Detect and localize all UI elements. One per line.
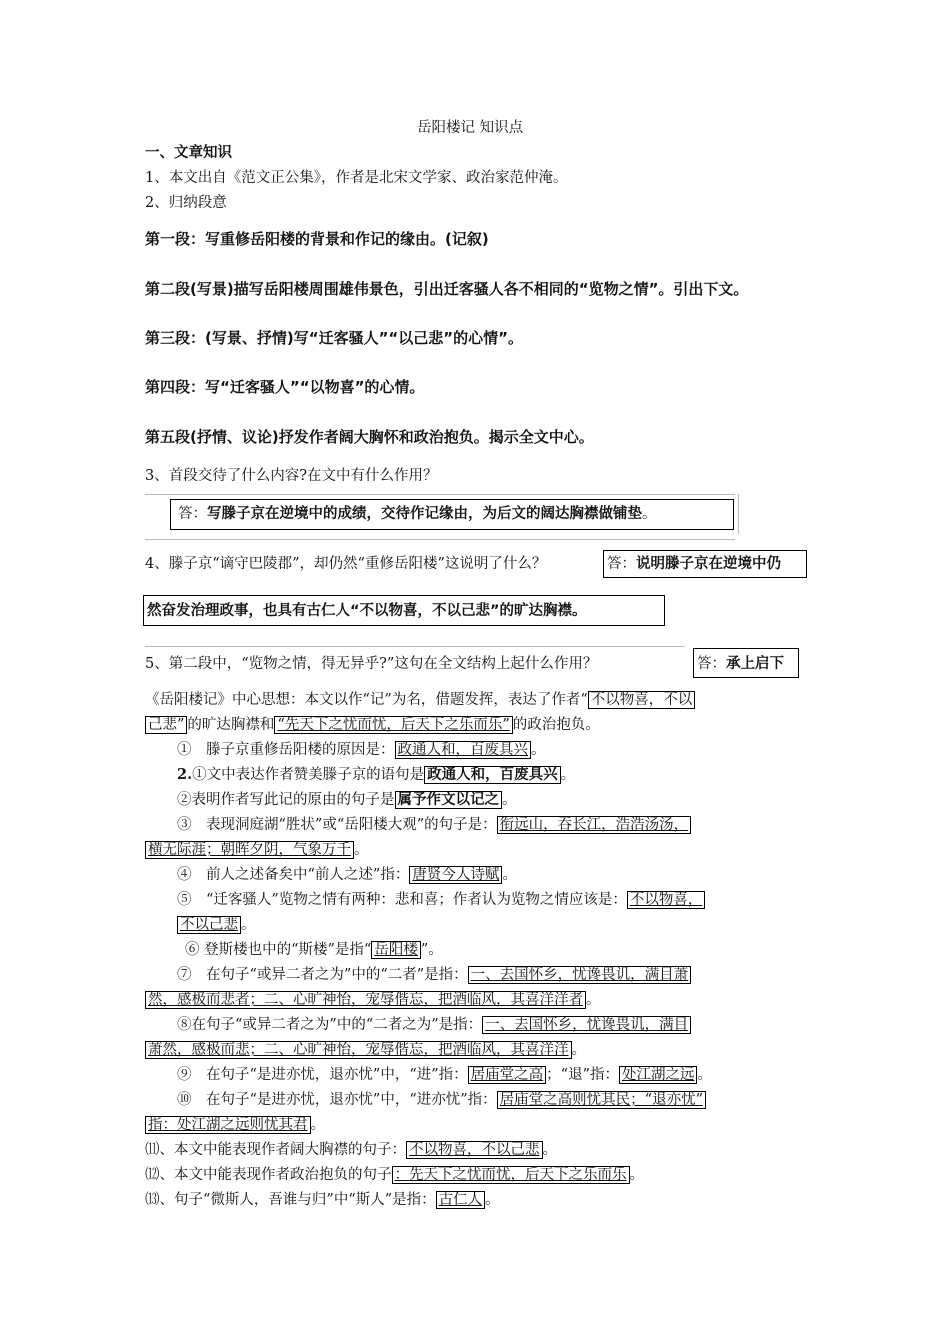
divider <box>145 494 735 495</box>
sub-item-11 <box>177 1090 706 1110</box>
sub-item-answer: 横无际涯；朝晖夕阴，气象万千 <box>145 841 354 859</box>
item-1: 1、本文出自《范文正公集》，作者是北宋文学家、政治家范仲淹。 <box>145 170 568 186</box>
sub-item-answer: 处江湖之远 <box>619 1066 698 1084</box>
sub-item-text: ；“退”指： <box>546 1067 619 1083</box>
central-idea-text: 的旷达胸襟和 <box>187 717 275 733</box>
central-idea-text: 的政治抱负。 <box>512 717 600 733</box>
sub-item-text: ⑦ 在句子“或异二者之为”中的“二者”是指： <box>177 967 468 983</box>
sub-item-text: ⑾、本文中能表现作者阔大胸襟的句子： <box>145 1142 406 1158</box>
sub-item-answer: 古仁人 <box>436 1191 486 1209</box>
sub-item-answer: 不以物喜，不以己悲 <box>406 1141 543 1159</box>
question-3: 3、首段交待了什么内容?在文中有什么作用？ <box>145 468 438 484</box>
sub-item-11-cont <box>145 1115 325 1135</box>
sub-item-text: 。 <box>241 917 256 933</box>
sub-item-9-cont <box>145 1040 586 1060</box>
item-2: 2、归纳段意 <box>145 195 227 211</box>
sub-item-text: 。 <box>502 867 517 883</box>
sub-item-3 <box>177 790 517 810</box>
sub-item-6 <box>177 890 705 910</box>
sub-item-answer: 一、去国怀乡，忧谗畏讥，满目 <box>482 1016 691 1034</box>
answer-5 <box>697 654 784 674</box>
paragraph-5-summary: 第五段(抒情、议论)抒发作者阔大胸怀和政治抱负。揭示全文中心。 <box>145 428 594 446</box>
sub-item-14 <box>145 1190 500 1210</box>
sub-item-answer: 不以己悲 <box>177 916 241 934</box>
sub-item-7 <box>185 940 443 960</box>
sub-item-text: 。 <box>571 1042 586 1058</box>
sub-item-text: 。 <box>531 742 546 758</box>
answer-4-line-2: 然奋发治理政事，也具有古仁人“不以物喜，不以己悲”的旷达胸襟。 <box>147 603 587 619</box>
sub-item-text: ⑿、本文中能表现作者政治抱负的句子 <box>145 1167 392 1183</box>
sub-item-answer: 居庙堂之高则忧其民；“退亦忧” <box>497 1091 706 1109</box>
paragraph-1-summary: 第一段：写重修岳阳楼的背景和作记的缘由。(记叙) <box>145 230 489 248</box>
question-4: 4、滕子京“谪守巴陵郡”，却仍然“重修岳阳楼”这说明了什么？ <box>145 556 547 572</box>
sub-item-text: ⑧在句子“或异二者之为”中的“二者之为”是指： <box>177 1017 483 1033</box>
sub-item-answer: ：先天下之忧而忧，后天下之乐而乐 <box>392 1166 630 1184</box>
divider <box>145 646 685 647</box>
central-idea-text: 《岳阳楼记》中心思想：本文以作“记”为名，借题发挥，表达了作者“ <box>145 692 588 708</box>
sub-item-answer: 岳阳楼 <box>371 941 421 959</box>
sub-item-text: 。 <box>542 1142 557 1158</box>
answer-3 <box>178 504 657 524</box>
central-idea-answer: 不以物喜，不以 <box>588 691 696 709</box>
sub-item-12 <box>145 1140 557 1160</box>
paragraph-3-summary: 第三段：(写景、抒情)写“迁客骚人”“以己悲”的心情”。 <box>145 329 524 347</box>
sub-item-10 <box>177 1065 712 1085</box>
sub-item-text: ④ 前人之述备矣中“前人之述”指： <box>177 867 410 883</box>
question-5: 5、第二段中，“览物之情，得无异乎?”这句在全文结构上起什么作用？ <box>145 656 598 672</box>
answer-text: 说明滕子京在逆境中仍 <box>636 556 781 572</box>
sub-item-text: 。 <box>629 1167 644 1183</box>
section-heading: 一、文章知识 <box>145 145 232 161</box>
sub-item-8 <box>177 965 691 985</box>
sub-item-6-cont <box>177 915 256 935</box>
answer-4-line-1 <box>607 554 781 574</box>
sub-item-text: 。 <box>502 792 517 808</box>
answer-prefix: 答： <box>607 556 636 572</box>
sub-item-text: ”。 <box>420 942 443 958</box>
answer-suffix: 。 <box>642 506 657 522</box>
sub-item-answer: 政通人和，百废具兴 <box>395 741 532 759</box>
sub-item-text: ① 滕子京重修岳阳楼的原因是： <box>177 742 395 758</box>
sub-item-text: ⑥ 登斯楼也中的“斯楼”是指“ <box>185 942 372 958</box>
central-idea-answer: “先天下之忧而忧，后天下之乐而乐” <box>274 716 512 734</box>
paragraph-2-summary: 第二段(写景)描写岳阳楼周围雄伟景色，引出迁客骚人各不相同的“览物之情”。引出下文。 <box>145 280 749 298</box>
page-title: 岳阳楼记 知识点 <box>417 120 524 136</box>
central-idea-line-1 <box>145 690 695 710</box>
sub-item-9 <box>177 1015 691 1035</box>
sub-item-4 <box>177 815 691 835</box>
sub-item-answer: 唐贤今人诗赋 <box>409 866 502 884</box>
sub-item-13 <box>145 1165 644 1185</box>
sub-item-2 <box>177 765 575 785</box>
sub-item-number: 2. <box>177 766 193 783</box>
sub-item-answer: 衔远山，吞长江，浩浩汤汤， <box>497 816 692 834</box>
central-idea-line-2 <box>145 715 600 735</box>
sub-item-5 <box>177 865 517 885</box>
sub-item-text: ⑨ 在句子“是进亦忧，退亦忧”中，“进”指： <box>177 1067 468 1083</box>
sub-item-answer: 然，感极而悲者；二、心旷神怡，宠辱偕忘，把酒临风，其喜洋洋者 <box>145 991 586 1009</box>
sub-item-text: ⑤ “迁客骚人”览物之情有两种：悲和喜；作者认为览物之情应该是： <box>177 892 627 908</box>
sub-item-text: 。 <box>697 1067 712 1083</box>
paragraph-4-summary: 第四段：写“迁客骚人”“以物喜”的心情。 <box>145 378 425 396</box>
answer-prefix: 答： <box>697 656 726 672</box>
answer-prefix: 答： <box>178 506 207 522</box>
sub-item-answer: 萧然，感极而悲；二、心旷神怡，宠辱偕忘，把酒临风，其喜洋洋 <box>145 1041 572 1059</box>
sub-item-text: 。 <box>586 992 601 1008</box>
sub-item-1 <box>177 740 546 760</box>
answer-text: 写滕子京在逆境中的成绩，交待作记缘由，为后文的阔达胸襟做铺垫 <box>207 506 642 522</box>
sub-item-text: ②表明作者写此记的原由的句子是 <box>177 792 395 808</box>
sub-item-8-cont <box>145 990 601 1010</box>
sub-item-text: ①文中表达作者赞美滕子京的语句是 <box>192 767 425 783</box>
divider <box>145 539 735 540</box>
sub-item-answer: 属予作文以记之 <box>395 791 503 809</box>
sub-item-answer: 指：处江湖之远则忧其君 <box>145 1116 311 1134</box>
divider <box>738 494 739 534</box>
sub-item-4-cont <box>145 840 369 860</box>
sub-item-text: ③ 表现洞庭湖“胜状”或“岳阳楼大观”的句子是： <box>177 817 497 833</box>
sub-item-answer: 一、去国怀乡，忧谗畏讥，满目萧 <box>468 966 692 984</box>
sub-item-answer: 居庙堂之高 <box>468 1066 547 1084</box>
sub-item-answer: 不以物喜， <box>627 891 706 909</box>
answer-text: 承上启下 <box>726 656 784 672</box>
sub-item-text: ⒀、句子“微斯人，吾谁与归”中“斯人”是指： <box>145 1192 436 1208</box>
central-idea-answer: 己悲” <box>145 716 187 734</box>
sub-item-text: 。 <box>485 1192 500 1208</box>
sub-item-answer: 政通人和，百废具兴 <box>424 766 561 784</box>
sub-item-text: 。 <box>560 767 576 783</box>
sub-item-text: ⑩ 在句子“是进亦忧，退亦忧”中，“进亦忧”指： <box>177 1092 497 1108</box>
sub-item-text: 。 <box>310 1117 325 1133</box>
sub-item-text: 。 <box>354 842 369 858</box>
